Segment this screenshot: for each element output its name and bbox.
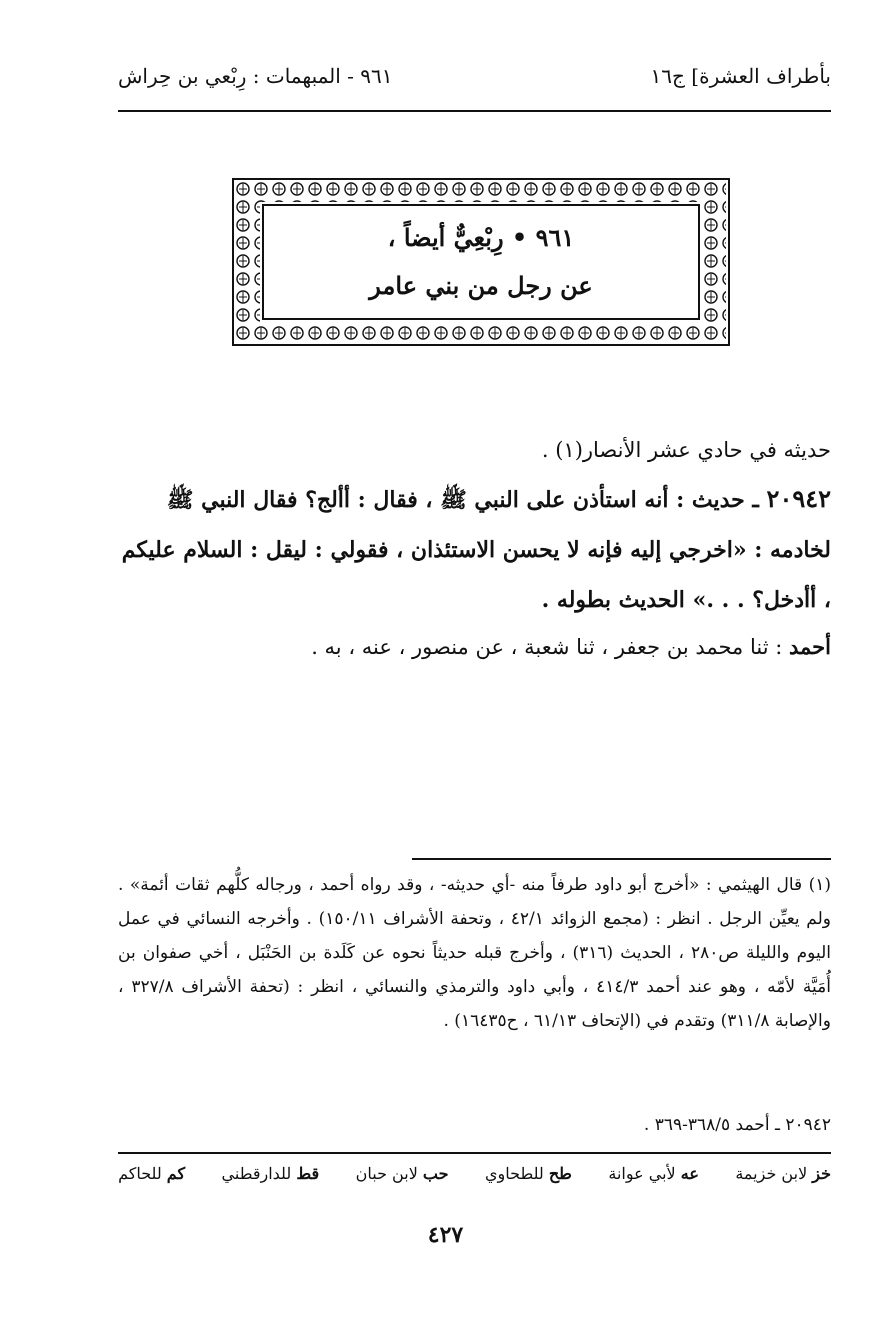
sigla-rule (118, 1152, 831, 1154)
hadith-paragraph (118, 474, 831, 625)
banner-title (262, 204, 700, 320)
sigla-item: قط للدارقطني (221, 1164, 320, 1183)
sigla-item: كم للحاكم (118, 1164, 186, 1183)
running-head-right: بأطراف العشرة] ج١٦ (650, 64, 831, 88)
footnote-rule (412, 858, 831, 860)
banner-line-1: ٩٦١ • رِبْعِيٌّ أيضاً ، (387, 223, 575, 252)
running-head-left: ٩٦١ - المبهمات : رِبْعي بن حِراش (118, 64, 393, 88)
hadith-number: ٢٠٩٤٢ (766, 484, 831, 513)
sigla-item: عه لأبي عوانة (608, 1164, 699, 1183)
banner-line-2: عن رجل من بني عامر (369, 271, 593, 300)
hadith-text: ـ حديث : أنه استأذن على النبي ﷺ ، فقال : أألج؟ فقال النبي ﷺ لخادمه : «اخرجي إليه فإنه لا يحسن الاستئذان ، فقولي : ليقل : السلام عليكم ، أأدخل؟ . . .» الحديث بطوله . (121, 487, 831, 613)
sigla-item: خز لابن خزيمة (735, 1164, 831, 1183)
abbreviation-key (118, 1164, 831, 1183)
header-rule (118, 110, 831, 112)
chain-text: : ثنا محمد بن جعفر ، ثنا شعبة ، عن منصور ، عنه ، به . (311, 635, 783, 659)
chain-source: أحمد (789, 634, 831, 659)
footnote-reference: ٢٠٩٤٢ ـ أحمد ٣٦٨/٥-٣٦٩ . (643, 1115, 831, 1135)
page-number: ٤٢٧ (427, 1222, 464, 1248)
sigla-item: حب لابن حبان (355, 1164, 449, 1183)
section-banner (232, 178, 730, 346)
sigla-item: طح للطحاوي (484, 1164, 572, 1183)
chain-of-narration (118, 622, 831, 672)
running-head (118, 56, 831, 96)
intro-paragraph: حديثه في حادي عشر الأنصار(١) . (541, 438, 831, 462)
footnote: (١) قال الهيثمي : «أخرج أبو داود طرفاً منه -أي حديثه- ، وقد رواه أحمد ، ورجاله كلُّهم ثقات أئمة» . ولم يعيِّن الرجل . انظر : (مجمع الزوائد ٤٢/١ ، وتحفة الأشراف ١٥٠/١١) . وأخرجه النسائي في عمل اليوم والليلة ص٢٨٠ ، الحديث (٣١٦) ، وأخرج قبله حديثاً نحوه عن كَلَدة بن الحَنْبَل ، أخي صفوان بن أُمَيَّة لأمّه ، وهو عند أحمد ٤١٤/٣ ، وأبي داود والترمذي والنسائي ، انظر : (تحفة الأشراف ٣٢٧/٨ ، والإصابة ٣١١/٨) وتقدم في (الإتحاف ٦١/١٣ ، ح١٦٤٣٥) . (118, 875, 831, 1031)
